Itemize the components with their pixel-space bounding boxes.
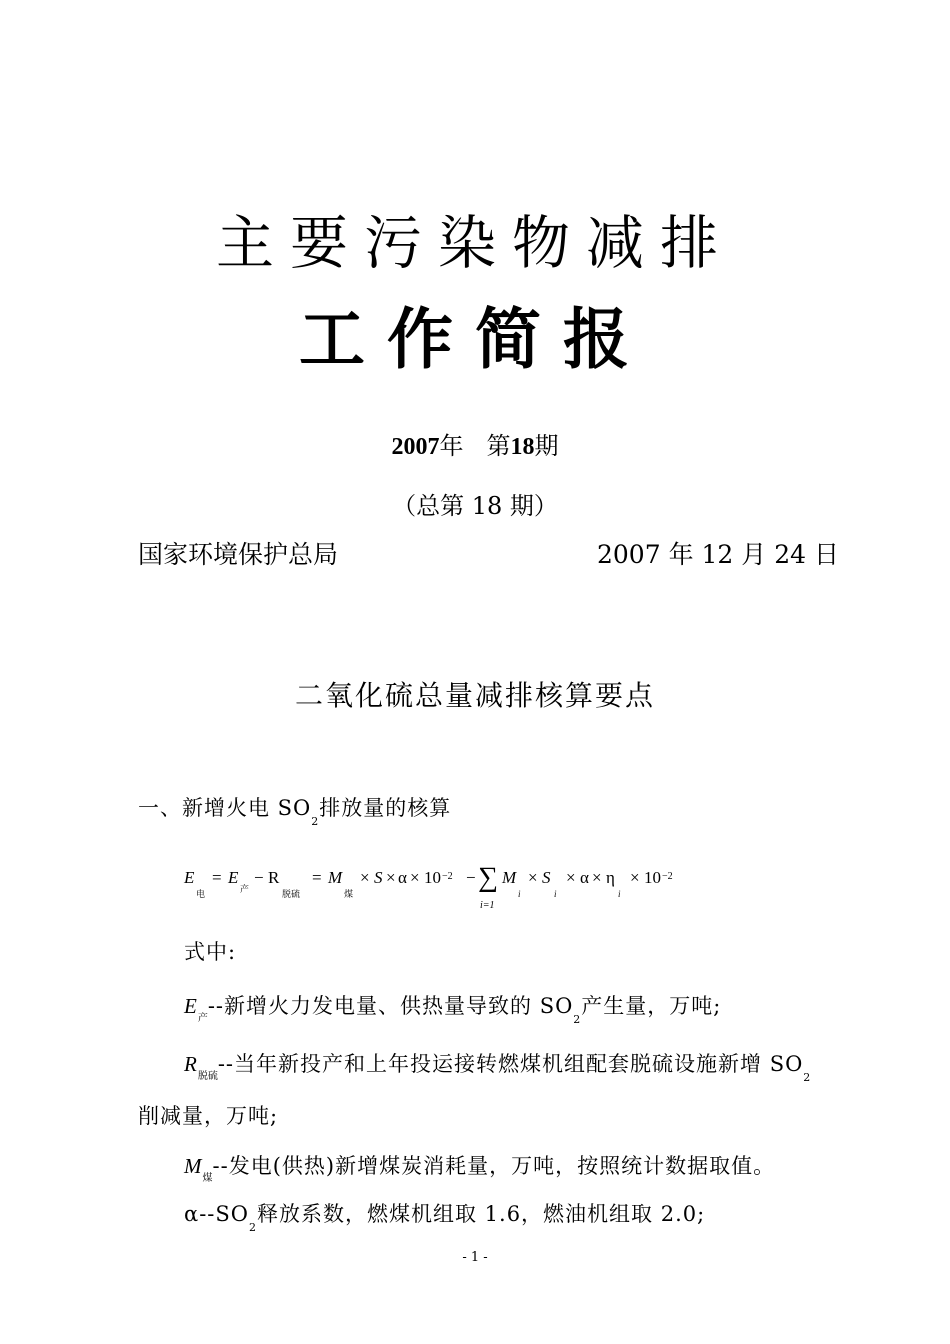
formula-Mi-sub: i (518, 889, 521, 899)
def-alpha-text-tail: 释放系数，燃煤机组取 1.6，燃油机组取 2.0; (256, 1202, 706, 1226)
def-M-symbol: M (184, 1154, 203, 1178)
def-E-text-sub: 2 (573, 1013, 582, 1026)
issue-no-prefix: 第 (486, 432, 511, 460)
where-label: 式中: (184, 940, 237, 964)
def-alpha-text-sub: 2 (248, 1221, 257, 1234)
formula-Mi: M (502, 868, 517, 887)
def-alpha-text: --SO (199, 1202, 249, 1226)
formula-eta: η (606, 868, 615, 887)
issue-year-suffix: 年 (439, 432, 464, 460)
def-M-text: --发电(供热)新增煤炭消耗量，万吨，按照统计数据取值。 (212, 1154, 776, 1178)
def-R-text-sub: 2 (803, 1071, 812, 1084)
total-issue: （总第 18 期） (392, 492, 558, 520)
definition-R (184, 1048, 812, 1084)
issue-no-suffix: 期 (534, 432, 559, 460)
formula-sub-tuoliu: 脱硫 (282, 889, 301, 899)
formula-alpha: α (398, 868, 407, 887)
formula-times6: × (592, 868, 602, 887)
definition-R-continued: 削减量，万吨; (138, 1104, 279, 1128)
bulletin-title-line2: 工作简报 (299, 301, 651, 378)
formula-eq1: = (212, 868, 222, 887)
section-heading-subscript: 2 (311, 815, 320, 828)
formula-alpha2: α (580, 868, 589, 887)
formula-Si-sub: i (554, 889, 557, 899)
definition-E (184, 990, 722, 1026)
def-R-text: --当年新投产和上年投运接转燃煤机组配套脱硫设施新增 SO (217, 1052, 804, 1076)
formula-sigma: ∑ (478, 862, 498, 893)
formula-Si: S (542, 868, 551, 887)
formula-times5: × (566, 868, 576, 887)
formula-exp2: −2 (662, 871, 673, 882)
formula-E2: E (228, 868, 239, 887)
formula-E: E (184, 868, 195, 887)
section-heading-tail: 排放量的核算 (319, 796, 452, 820)
def-alpha-symbol: α (184, 1202, 200, 1226)
formula-M: M (328, 868, 343, 887)
def-E-text-tail: 产生量，万吨; (581, 994, 722, 1018)
formula-eq2: = (312, 868, 322, 887)
formula-sum-index: i=1 (480, 900, 495, 911)
formula-times7: × (630, 868, 640, 887)
formula-sub-mei: 煤 (344, 889, 354, 899)
def-R-symbol: R (184, 1052, 198, 1076)
formula-times3: × (410, 868, 420, 887)
formula-sub-chan: 产 (240, 884, 250, 894)
issue-year: 2007 (391, 434, 440, 460)
formula-S: S (374, 868, 383, 887)
formula-ten1: 10 (424, 868, 441, 887)
formula-minus2: − (466, 868, 476, 887)
issue-line (0, 426, 950, 461)
section-heading-text: 一、新增火电 SO (138, 796, 312, 820)
formula-times2: × (386, 868, 396, 887)
def-E-text: --新增火力发电量、供热量导致的 SO (207, 994, 574, 1018)
definition-M (184, 1150, 776, 1184)
bulletin-title-line1: 主要污染物减排 (215, 209, 734, 277)
formula-minus1: − (254, 868, 264, 887)
formula-times1: × (360, 868, 370, 887)
so2-formula (184, 852, 804, 912)
article-title: 二氧化硫总量减排核算要点 (294, 679, 655, 712)
formula-ten2: 10 (644, 868, 661, 887)
formula-times4: × (528, 868, 538, 887)
formula-eta-sub: i (618, 889, 621, 899)
issue-number: 18 (510, 434, 535, 460)
def-M-sub: 煤 (202, 1173, 213, 1184)
definition-alpha (184, 1198, 706, 1234)
issue-date: 2007 年 12 月 24 日 (597, 540, 839, 569)
page-number: - 1 - (462, 1250, 488, 1265)
def-R-sub: 脱硫 (197, 1071, 218, 1082)
section-heading (138, 792, 452, 828)
formula-sub-dian: 电 (196, 889, 206, 899)
formula-R: R (268, 868, 280, 887)
def-E-sub: 产 (197, 1013, 208, 1024)
def-E-symbol: E (184, 994, 198, 1018)
formula-exp1: −2 (442, 871, 453, 882)
issuing-organization: 国家环境保护总局 (138, 540, 339, 569)
